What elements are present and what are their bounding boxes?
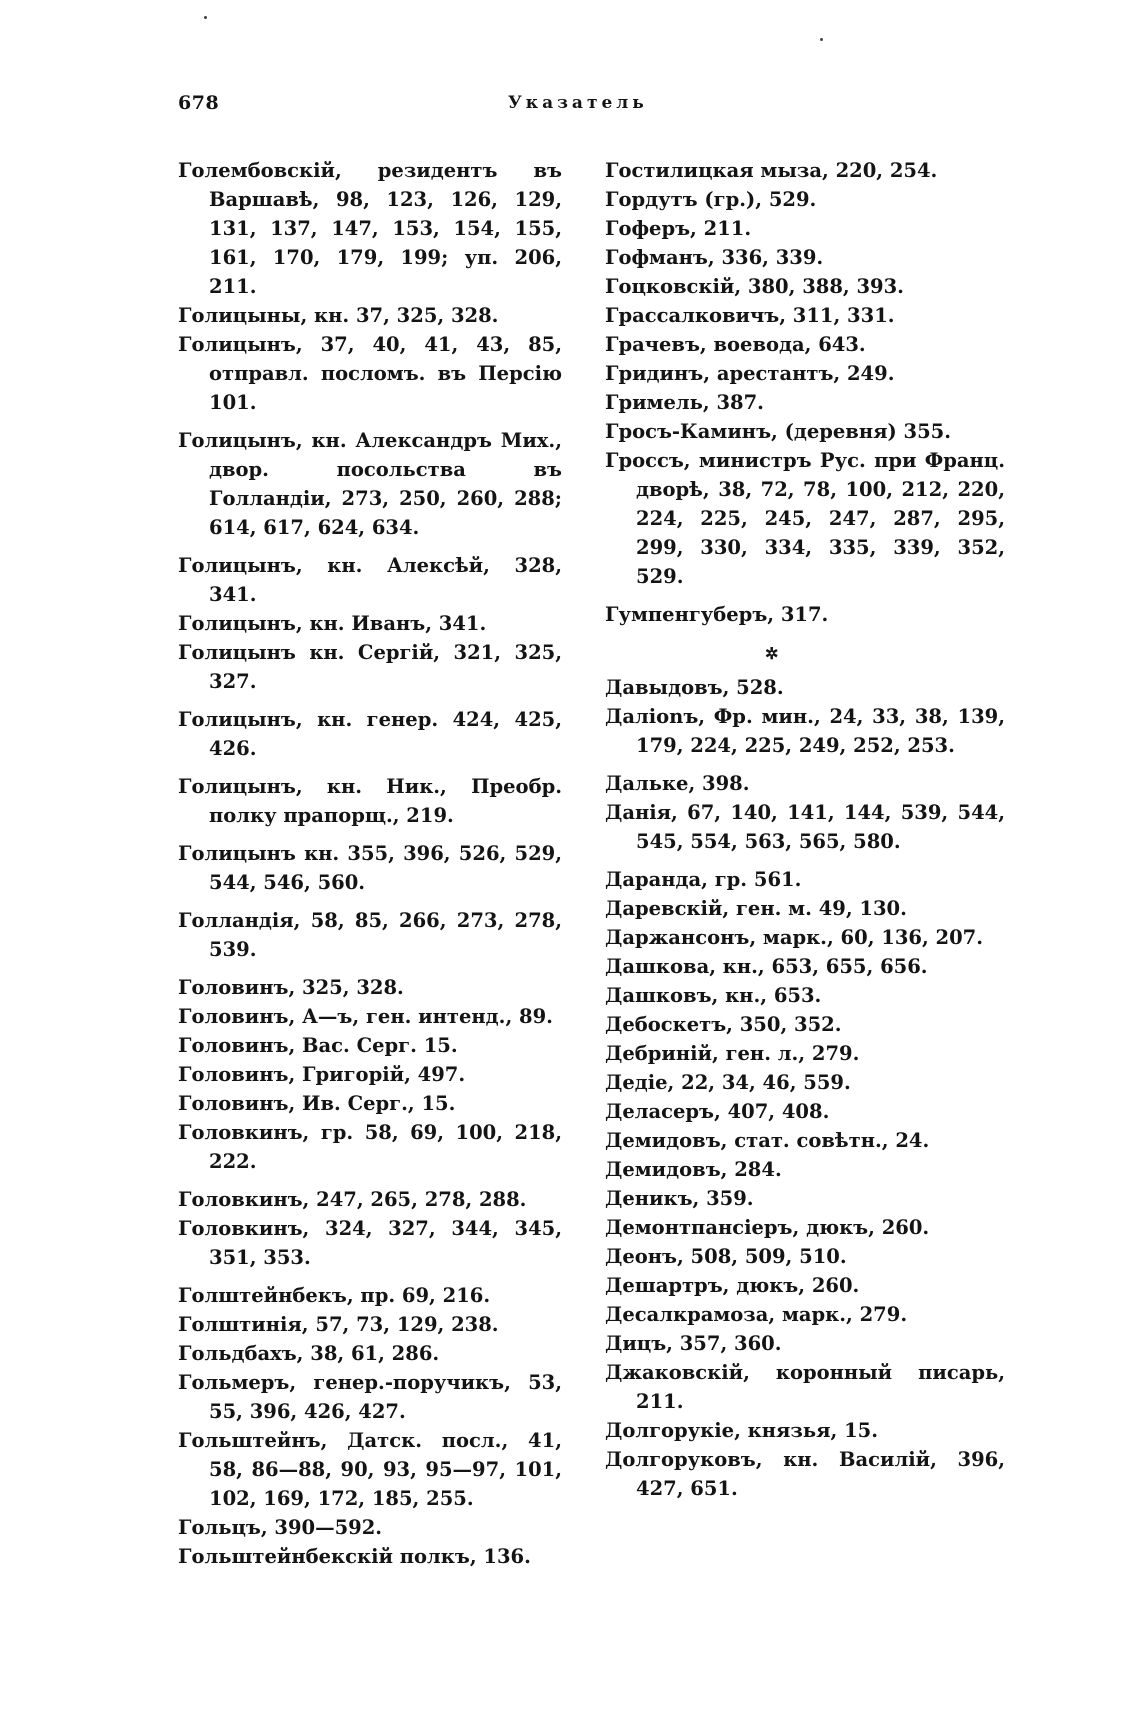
index-entry: Гостилицкая мыза, 220, 254. <box>605 159 938 182</box>
index-entry: Далionъ, Фр. мин., 24, 33, 38, 139, 179, 224, 225, 249, 252, 253. <box>605 705 1005 757</box>
index-entry: Гольдбахъ, 38, 61, 286. <box>178 1342 440 1365</box>
index-entry: Гридинъ, арестантъ, 249. <box>605 362 895 385</box>
index-entry: Долгоруковъ, кн. Василій, 396, 427, 651. <box>605 1448 1005 1500</box>
index-entry: Давыдовъ, 528. <box>605 676 784 699</box>
index-entry: Гросъ-Каминъ, (деревня) 355. <box>605 420 952 443</box>
index-entry: Голицыны, кн. 37, 325, 328. <box>178 304 499 327</box>
index-entry: Гоферъ, 211. <box>605 217 752 240</box>
index-entry: Головкинъ, 247, 265, 278, 288. <box>178 1188 527 1211</box>
index-entry: Гольцъ, 390—592. <box>178 1516 383 1539</box>
index-entry: Голицынъ, кн. Александръ Мих., двор. посольства въ Голландіи, 273, 250, 260, 288; 614, 617, 624, 634. <box>178 429 562 539</box>
index-entry: Голицынъ кн. Сергій, 321, 325, 327. <box>178 641 562 693</box>
index-entry: Головкинъ, 324, 327, 344, 345, 351, 353. <box>178 1217 562 1269</box>
index-column-left <box>178 156 562 1571</box>
index-entry: Голицынъ кн. 355, 396, 526, 529, 544, 546, 560. <box>178 842 562 894</box>
index-entry: Головинъ, Вас. Серг. 15. <box>178 1034 458 1057</box>
index-entry: Головкинъ, гр. 58, 69, 100, 218, 222. <box>178 1121 562 1173</box>
index-entry: Дебриній, ген. л., 279. <box>605 1042 860 1065</box>
index-entry: Даржансонъ, марк., 60, 136, 207. <box>605 926 984 949</box>
index-entry: Голштинія, 57, 73, 129, 238. <box>178 1313 499 1336</box>
index-entry: Голембовскій, резидентъ въ Варшавѣ, 98, 123, 126, 129, 131, 137, 147, 153, 154, 155, 161, 170, 179, 199; уп. 206, 211. <box>178 159 562 298</box>
index-entry: Джаковскій, коронный писарь, 211. <box>605 1361 1005 1413</box>
index-entry: Данія, 67, 140, 141, 144, 539, 544, 545, 554, 563, 565, 580. <box>605 801 1005 853</box>
index-entry: Дальке, 398. <box>605 772 750 795</box>
index-entry: Дашкова, кн., 653, 655, 656. <box>605 955 928 978</box>
index-entry: Гольмеръ, генер.-поручикъ, 53, 55, 396, 426, 427. <box>178 1371 562 1423</box>
index-entry: Гумпенгуберъ, 317. <box>605 603 829 626</box>
index-entry: Дедіе, 22, 34, 46, 559. <box>605 1071 851 1094</box>
index-entry: Голицынъ, 37, 40, 41, 43, 85, отправл. посломъ. въ Персію 101. <box>178 333 562 414</box>
index-entry: Деонъ, 508, 509, 510. <box>605 1245 847 1268</box>
index-entry: Гоцковскій, 380, 388, 393. <box>605 275 904 298</box>
index-entry: Деласеръ, 407, 408. <box>605 1100 830 1123</box>
index-entry: Демидовъ, 284. <box>605 1158 782 1181</box>
section-divider-asterisk: ✲ <box>765 644 779 663</box>
index-entry: Головинъ, А—ъ, ген. интенд., 89. <box>178 1005 553 1028</box>
index-entry: Гордутъ (гр.), 529. <box>605 188 817 211</box>
index-entry: Демонтпансіеръ, дюкъ, 260. <box>605 1216 930 1239</box>
index-entry: Даревскій, ген. м. 49, 130. <box>605 897 907 920</box>
paper-speck <box>204 16 207 19</box>
paper-speck <box>820 38 823 41</box>
page-number: 678 <box>178 92 220 114</box>
index-entry: Гольштейнбекскій полкъ, 136. <box>178 1545 531 1568</box>
index-column-right <box>605 156 1005 1503</box>
index-entry: Голицынъ, кн. Иванъ, 341. <box>178 612 487 635</box>
running-head: Указатель <box>508 93 648 113</box>
index-entry: Гримель, 387. <box>605 391 764 414</box>
index-entry: Дешартръ, дюкъ, 260. <box>605 1274 860 1297</box>
index-entry: Гроссъ, министръ Рус. при Франц. дворѣ, 38, 72, 78, 100, 212, 220, 224, 225, 245, 247, 287, 295, 299, 330, 334, 335, 339, 352, 529. <box>605 449 1005 588</box>
index-entry: Грачевъ, воевода, 643. <box>605 333 866 356</box>
index-entry: Деникъ, 359. <box>605 1187 754 1210</box>
index-entry: Дицъ, 357, 360. <box>605 1332 782 1355</box>
index-entry: Голштейнбекъ, пр. 69, 216. <box>178 1284 491 1307</box>
index-entry: Голицынъ, кн. генер. 424, 425, 426. <box>178 708 562 760</box>
index-entry: Голицынъ, кн. Ник., Преобр. полку прапорщ., 219. <box>178 775 562 827</box>
index-entry: Головинъ, Григорій, 497. <box>178 1063 466 1086</box>
index-entry: Даранда, гр. 561. <box>605 868 802 891</box>
index-entry: Десалкрамоза, марк., 279. <box>605 1303 908 1326</box>
index-entry: Дашковъ, кн., 653. <box>605 984 822 1007</box>
index-entry: Гольштейнъ, Датск. посл., 41, 58, 86—88, 90, 93, 95—97, 101, 102, 169, 172, 185, 255. <box>178 1429 562 1510</box>
index-entry: Голицынъ, кн. Алексѣй, 328, 341. <box>178 554 562 606</box>
index-entry: Голландія, 58, 85, 266, 273, 278, 539. <box>178 909 562 961</box>
index-entry: Гофманъ, 336, 339. <box>605 246 824 269</box>
index-entry: Демидовъ, стат. совѣтн., 24. <box>605 1129 930 1152</box>
index-entry: Головинъ, Ив. Серг., 15. <box>178 1092 456 1115</box>
index-entry: Дебоскетъ, 350, 352. <box>605 1013 842 1036</box>
index-entry: Грассалковичъ, 311, 331. <box>605 304 895 327</box>
index-entry: Головинъ, 325, 328. <box>178 976 404 999</box>
index-entry: Долгорукіе, князья, 15. <box>605 1419 878 1442</box>
